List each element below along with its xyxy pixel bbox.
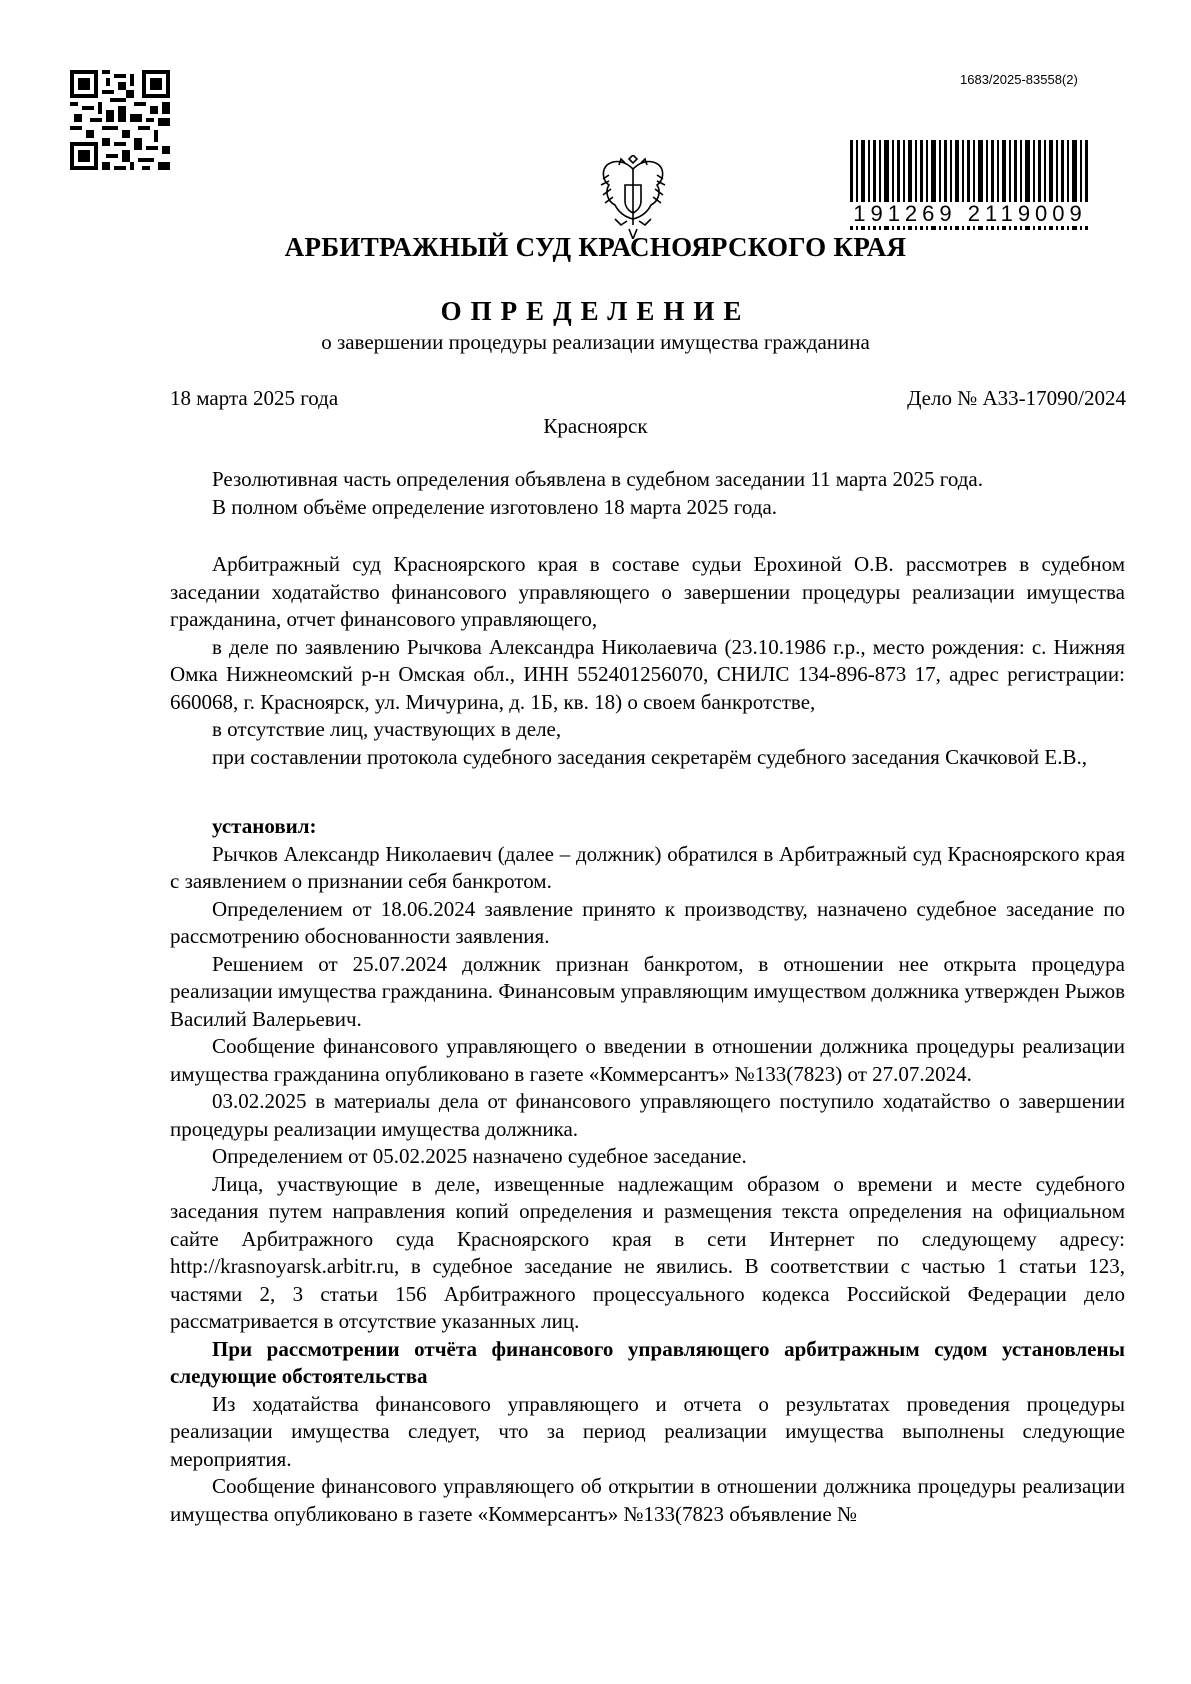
preamble-paragraph: Арбитражный суд Красноярского края в составе судьи Ерохиной О.В. рассмотрев в судебном заседании ходатайство финансового управляющего о завершении процедуры реализации имущества гражданина, отчет финансового управляющего, <box>170 552 1125 631</box>
preamble-paragraph: в отсутствие лиц, участвующих в деле, <box>212 717 562 741</box>
fact-paragraph: Рычков Александр Николаевич (далее – должник) обратился в Арбитражный суд Красноярского края с заявлением о признании себя банкротом. <box>170 841 1125 893</box>
document-subtitle: о завершении процедуры реализации имущества гражданина <box>321 330 870 354</box>
fact-paragraph: Определением от 18.06.2024 заявление принято к производству, назначено судебное заседание по рассмотрению обоснованности заявления. <box>170 896 1125 948</box>
intro-paragraph: В полном объёме определение изготовлено 18 марта 2025 года. <box>212 494 778 519</box>
document-body <box>170 466 1125 1528</box>
qr-code <box>70 70 170 170</box>
barcode-number: 191269 2119009 <box>850 202 1090 226</box>
intro-paragraph: Резолютивная часть определения объявлена в судебном заседании 11 марта 2025 года. <box>212 467 983 491</box>
coat-of-arms-icon <box>595 155 671 239</box>
circumstance-paragraph: Из ходатайства финансового управляющего и отчета о результатах проведения процедуры реализации имущества следует, что за период реализации имущества выполнены следующие мероприятия. <box>170 1391 1125 1471</box>
fact-paragraph: Сообщение финансового управляющего о введении в отношении должника процедуры реализации имущества гражданина опубликовано в газете «Коммерсантъ» №133(7823) от 27.07.2024. <box>170 1034 1125 1086</box>
established-label: установил: <box>212 814 317 838</box>
city: Красноярск <box>543 414 648 438</box>
fact-paragraph: Решением от 25.07.2024 должник признан банкротом, в отношении нее открыта процедура реализации имущества гражданина. Финансовым управляющим имуществом должника утвержден Рыжов Василий Валерьевич. <box>170 951 1125 1031</box>
circumstances-heading: При рассмотрении отчёта финансового управляющего арбитражным судом установлены следующие обстоятельства <box>170 1336 1125 1388</box>
case-number: Дело № А33-17090/2024 <box>907 386 1126 410</box>
document-type: ОПРЕДЕЛЕНИЕ <box>440 296 751 326</box>
fact-paragraph: Определением от 05.02.2025 назначено судебное заседание. <box>212 1144 747 1168</box>
preamble-paragraph: в деле по заявлению Рычкова Александра Николаевича (23.10.1986 г.р., место рождения: с. Нижняя Омка Нижнеомский р-н Омская обл., ИНН 552401256070, СНИЛС 134-896-873 17, адрес регистрации: 660068, г. Красноярск, ул. Мичурина, д. 1Б, кв. 18) о своем банкротстве, <box>170 634 1125 714</box>
court-name: АРБИТРАЖНЫЙ СУД КРАСНОЯРСКОГО КРАЯ <box>284 232 907 262</box>
document-code: 1683/2025-83558(2) <box>960 72 1078 87</box>
fact-paragraph: 03.02.2025 в материалы дела от финансового управляющего поступило ходатайство о завершении процедуры реализации имущества должника. <box>170 1089 1125 1141</box>
circumstance-paragraph: Сообщение финансового управляющего об открытии в отношении должника процедуры реализации имущества опубликовано в газете «Коммерсантъ» №133(7823 объявление № <box>170 1474 1125 1526</box>
document-date: 18 марта 2025 года <box>170 386 339 410</box>
preamble-paragraph: при составлении протокола судебного заседания секретарём судебного заседания Скачковой Е.В., <box>212 744 1088 769</box>
fact-paragraph: Лица, участвующие в деле, извещенные надлежащим образом о времени и месте судебного заседания путем направления копий определения и размещения текста определения на официальном сайте Арбитражного суда Красноярского края в сети Интернет по следующему адресу: http://krasnoyarsk.arbitr.ru, в судебное заседание не явились. В соответствии с частью 1 статьи 123, частями 2, 3 статьи 156 Арбитражного процессуального кодекса Российской Федерации дело рассматривается в отсутствие указанных лиц. <box>170 1171 1125 1333</box>
